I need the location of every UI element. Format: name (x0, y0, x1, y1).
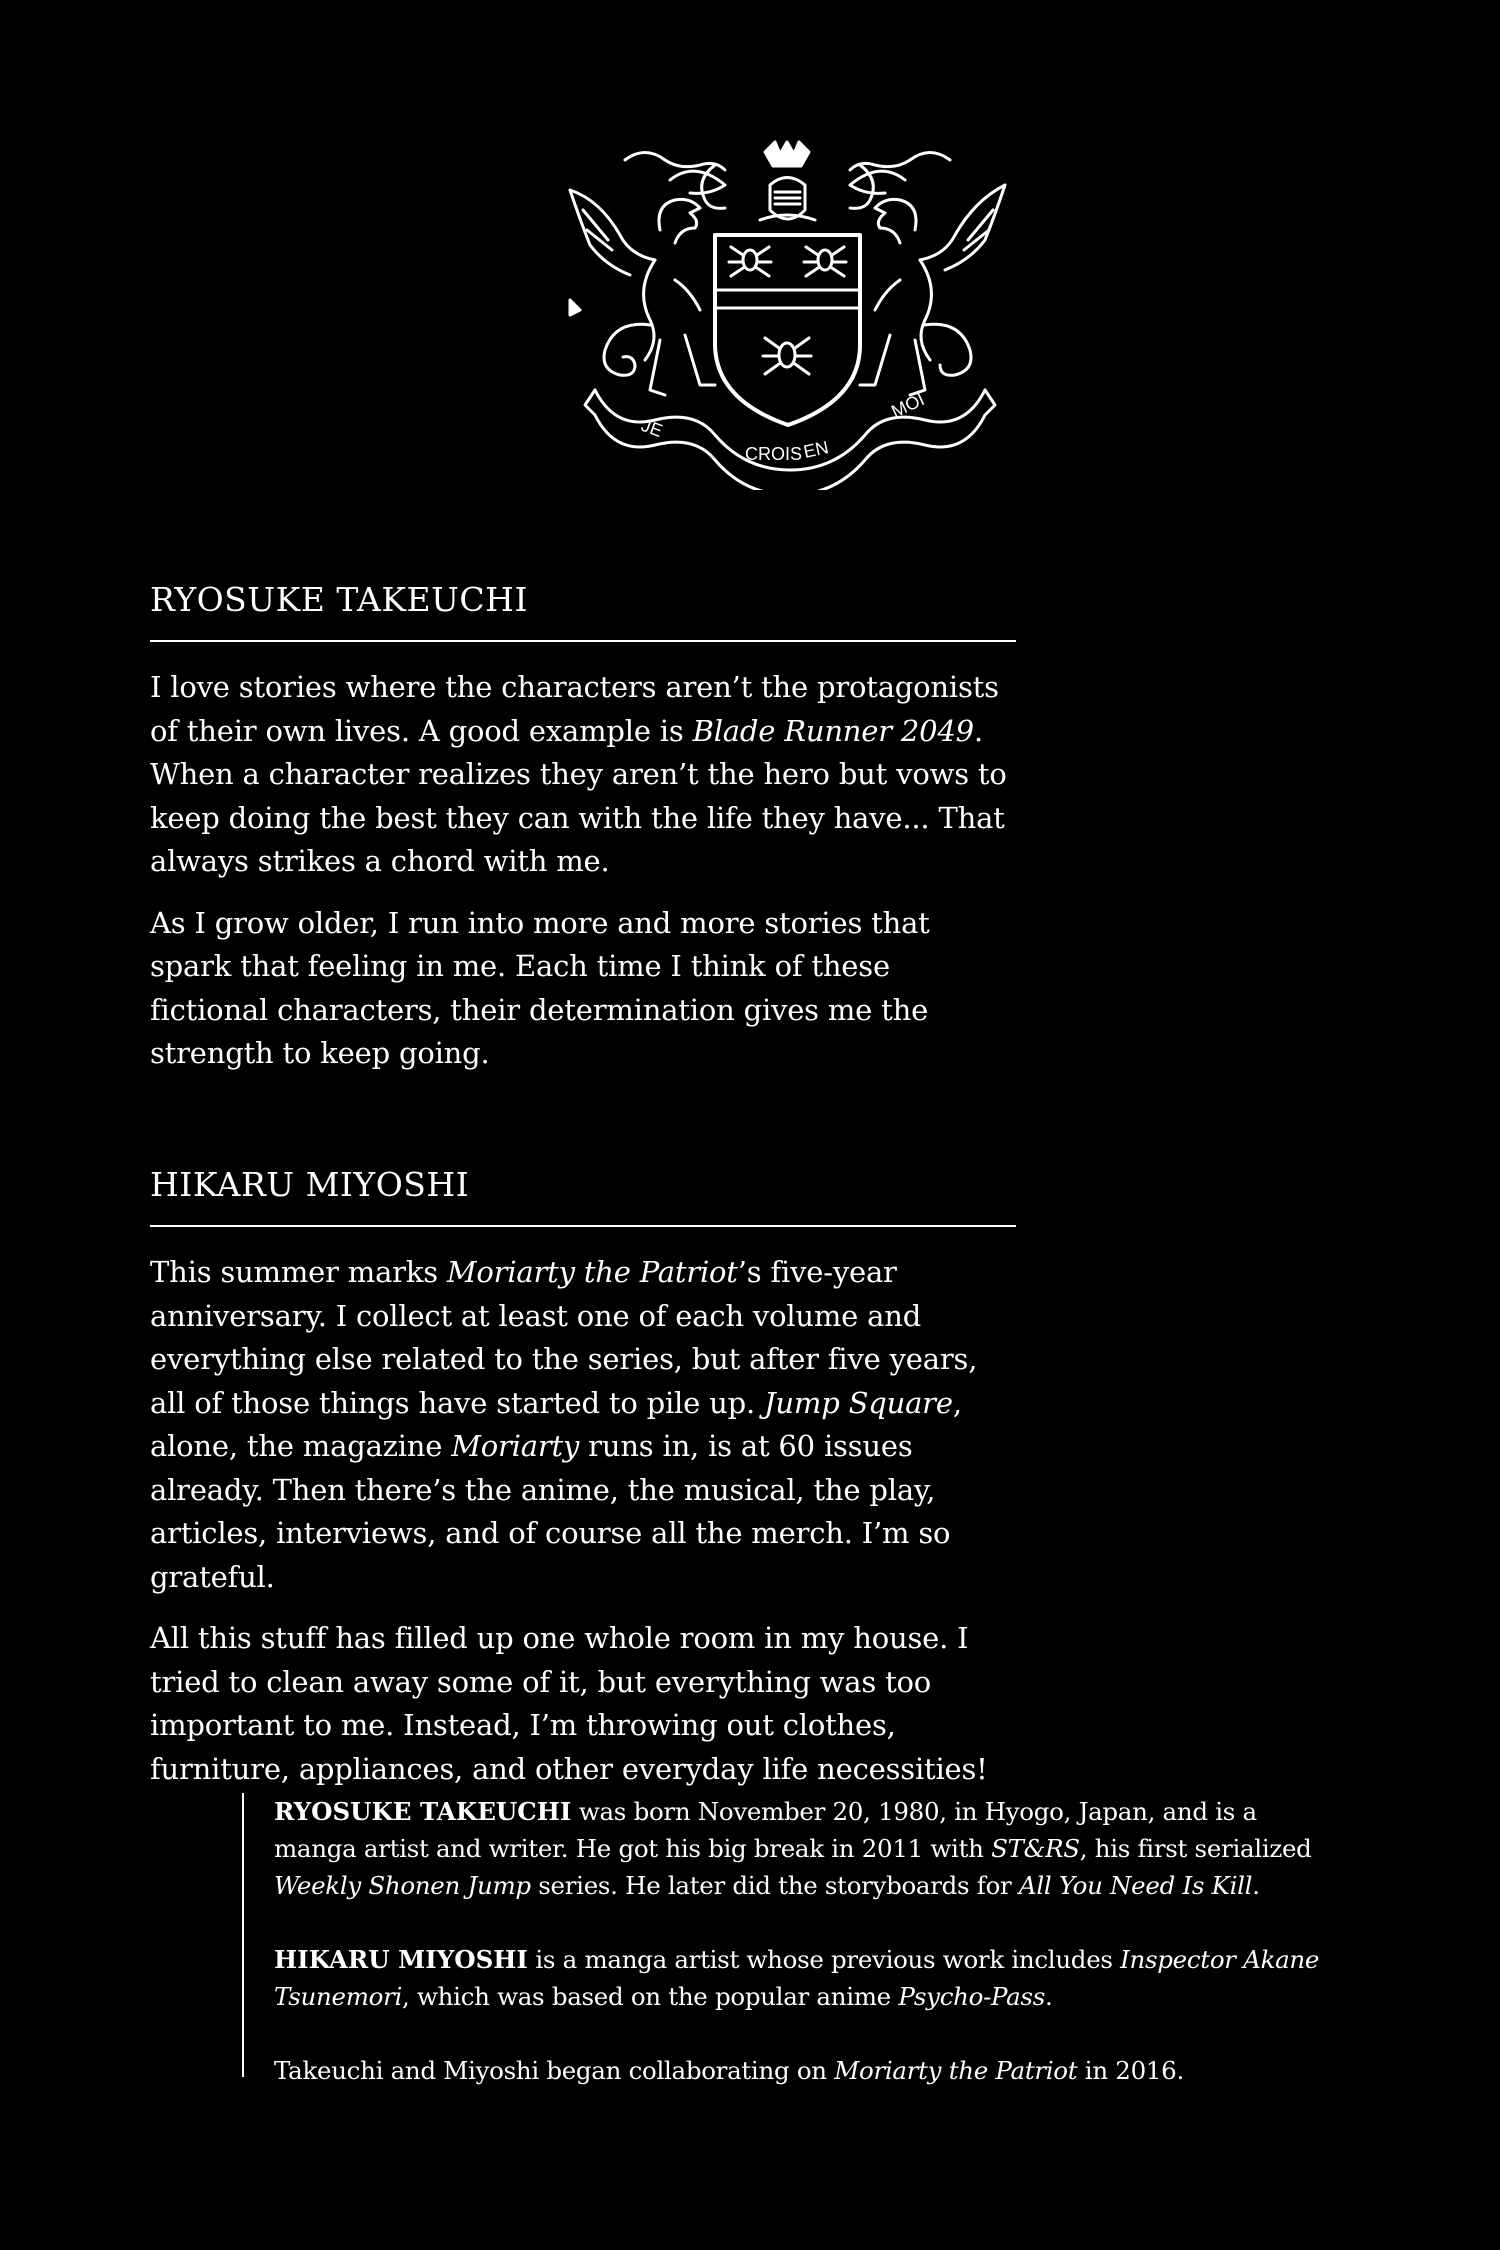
italic-title: Weekly Shonen Jump (274, 1871, 531, 1900)
shield-icon (715, 235, 860, 425)
motto-word: MOI (888, 389, 928, 422)
motto-ribbon-icon (585, 390, 995, 490)
bio-paragraph (274, 1793, 1324, 1904)
motto-word: EN (801, 437, 831, 462)
knight-helmet-icon (760, 178, 815, 221)
text-run: . (1044, 1982, 1053, 2011)
text-run: , his first serialized (1079, 1834, 1312, 1863)
section-divider (150, 1225, 1016, 1227)
paragraph (150, 1251, 1016, 1599)
bio-paragraph (274, 1941, 1324, 2015)
text-run: is a manga artist whose previous work includes (527, 1945, 1121, 1974)
italic-title: All You Need Is Kill (1018, 1871, 1253, 1900)
text-run: . (1252, 1871, 1260, 1900)
text-run: As I grow older, I run into more and more stories that spark that feeling in me. Each time I think of these fictional characters, their determination gives me the strength to keep going. (150, 905, 930, 1070)
author-bio-block (242, 1793, 1324, 2085)
italic-title: Moriarty the Patriot (834, 2056, 1078, 2085)
text-run: . When a character realizes they aren’t the hero but vows to keep doing the best they can with the life they have... That always strikes a chord with me. (150, 713, 1007, 878)
motto-word: CROIS (745, 444, 803, 464)
bio-paragraph (274, 2052, 1324, 2089)
italic-title: Moriarty (451, 1429, 580, 1463)
text-run: I love stories where the characters aren’t the protagonists of their own lives. A good example is (150, 670, 999, 748)
spider-charge-icon (763, 338, 811, 374)
paragraph (150, 666, 1016, 884)
author-note-takeuchi (150, 580, 1016, 1094)
paragraph (150, 902, 1016, 1076)
motto-word: JE (638, 414, 666, 441)
text-run: All this stuff has filled up one whole room in my house. I tried to clean away some of it, but everything was too important to me. Instead, I’m throwing out clothes, furniture, appliances, and other everyday life necessities! (150, 1621, 988, 1786)
text-run: Takeuchi and Miyoshi began collaborating on (274, 2056, 835, 2085)
italic-title: Psycho-Pass (898, 1982, 1045, 2011)
italic-title: ST&RS (991, 1834, 1080, 1863)
text-run: was born November 20, 1980, in Hyogo, Japan, and is a manga artist and writer. He got his big break in 2011 with (274, 1797, 1257, 1863)
griffin-supporter-icon (860, 185, 1005, 395)
text-run: , alone, the magazine (150, 1385, 962, 1463)
text-run: ’s five-year anniversary. I collect at least one of each volume and everything else related to the series, but after five years, all of those things have started to pile up. (150, 1255, 978, 1420)
spider-charge-icon (804, 247, 846, 276)
coat-of-arms-emblem (565, 140, 1010, 490)
text-run: This summer marks (150, 1255, 447, 1289)
bio-name: RYOSUKE TAKEUCHI (274, 1797, 572, 1826)
italic-title: Jump Square (764, 1385, 953, 1420)
italic-title: Moriarty the Patriot (446, 1255, 738, 1289)
author-note-miyoshi (150, 1165, 1016, 1809)
bio-name: HIKARU MIYOSHI (274, 1945, 528, 1974)
paragraph (150, 1617, 1016, 1791)
text-run: , which was based on the popular anime (402, 1982, 899, 2011)
section-heading: RYOSUKE TAKEUCHI (150, 580, 528, 619)
spider-charge-icon (729, 247, 771, 276)
text-run: runs in, is at 60 issues already. Then there’s the anime, the musical, the play, articles, interviews, and of course all the merch. I’m so grateful. (150, 1429, 951, 1594)
dragon-supporter-icon (570, 190, 715, 395)
italic-title: Blade Runner 2049 (692, 713, 974, 748)
text-run: series. He later did the storyboards for (530, 1871, 1019, 1900)
text-run: in 2016. (1077, 2056, 1184, 2085)
section-divider (150, 640, 1016, 642)
italic-title: Inspector Akane Tsunemori (274, 1945, 1320, 2011)
section-heading: HIKARU MIYOSHI (150, 1165, 470, 1204)
